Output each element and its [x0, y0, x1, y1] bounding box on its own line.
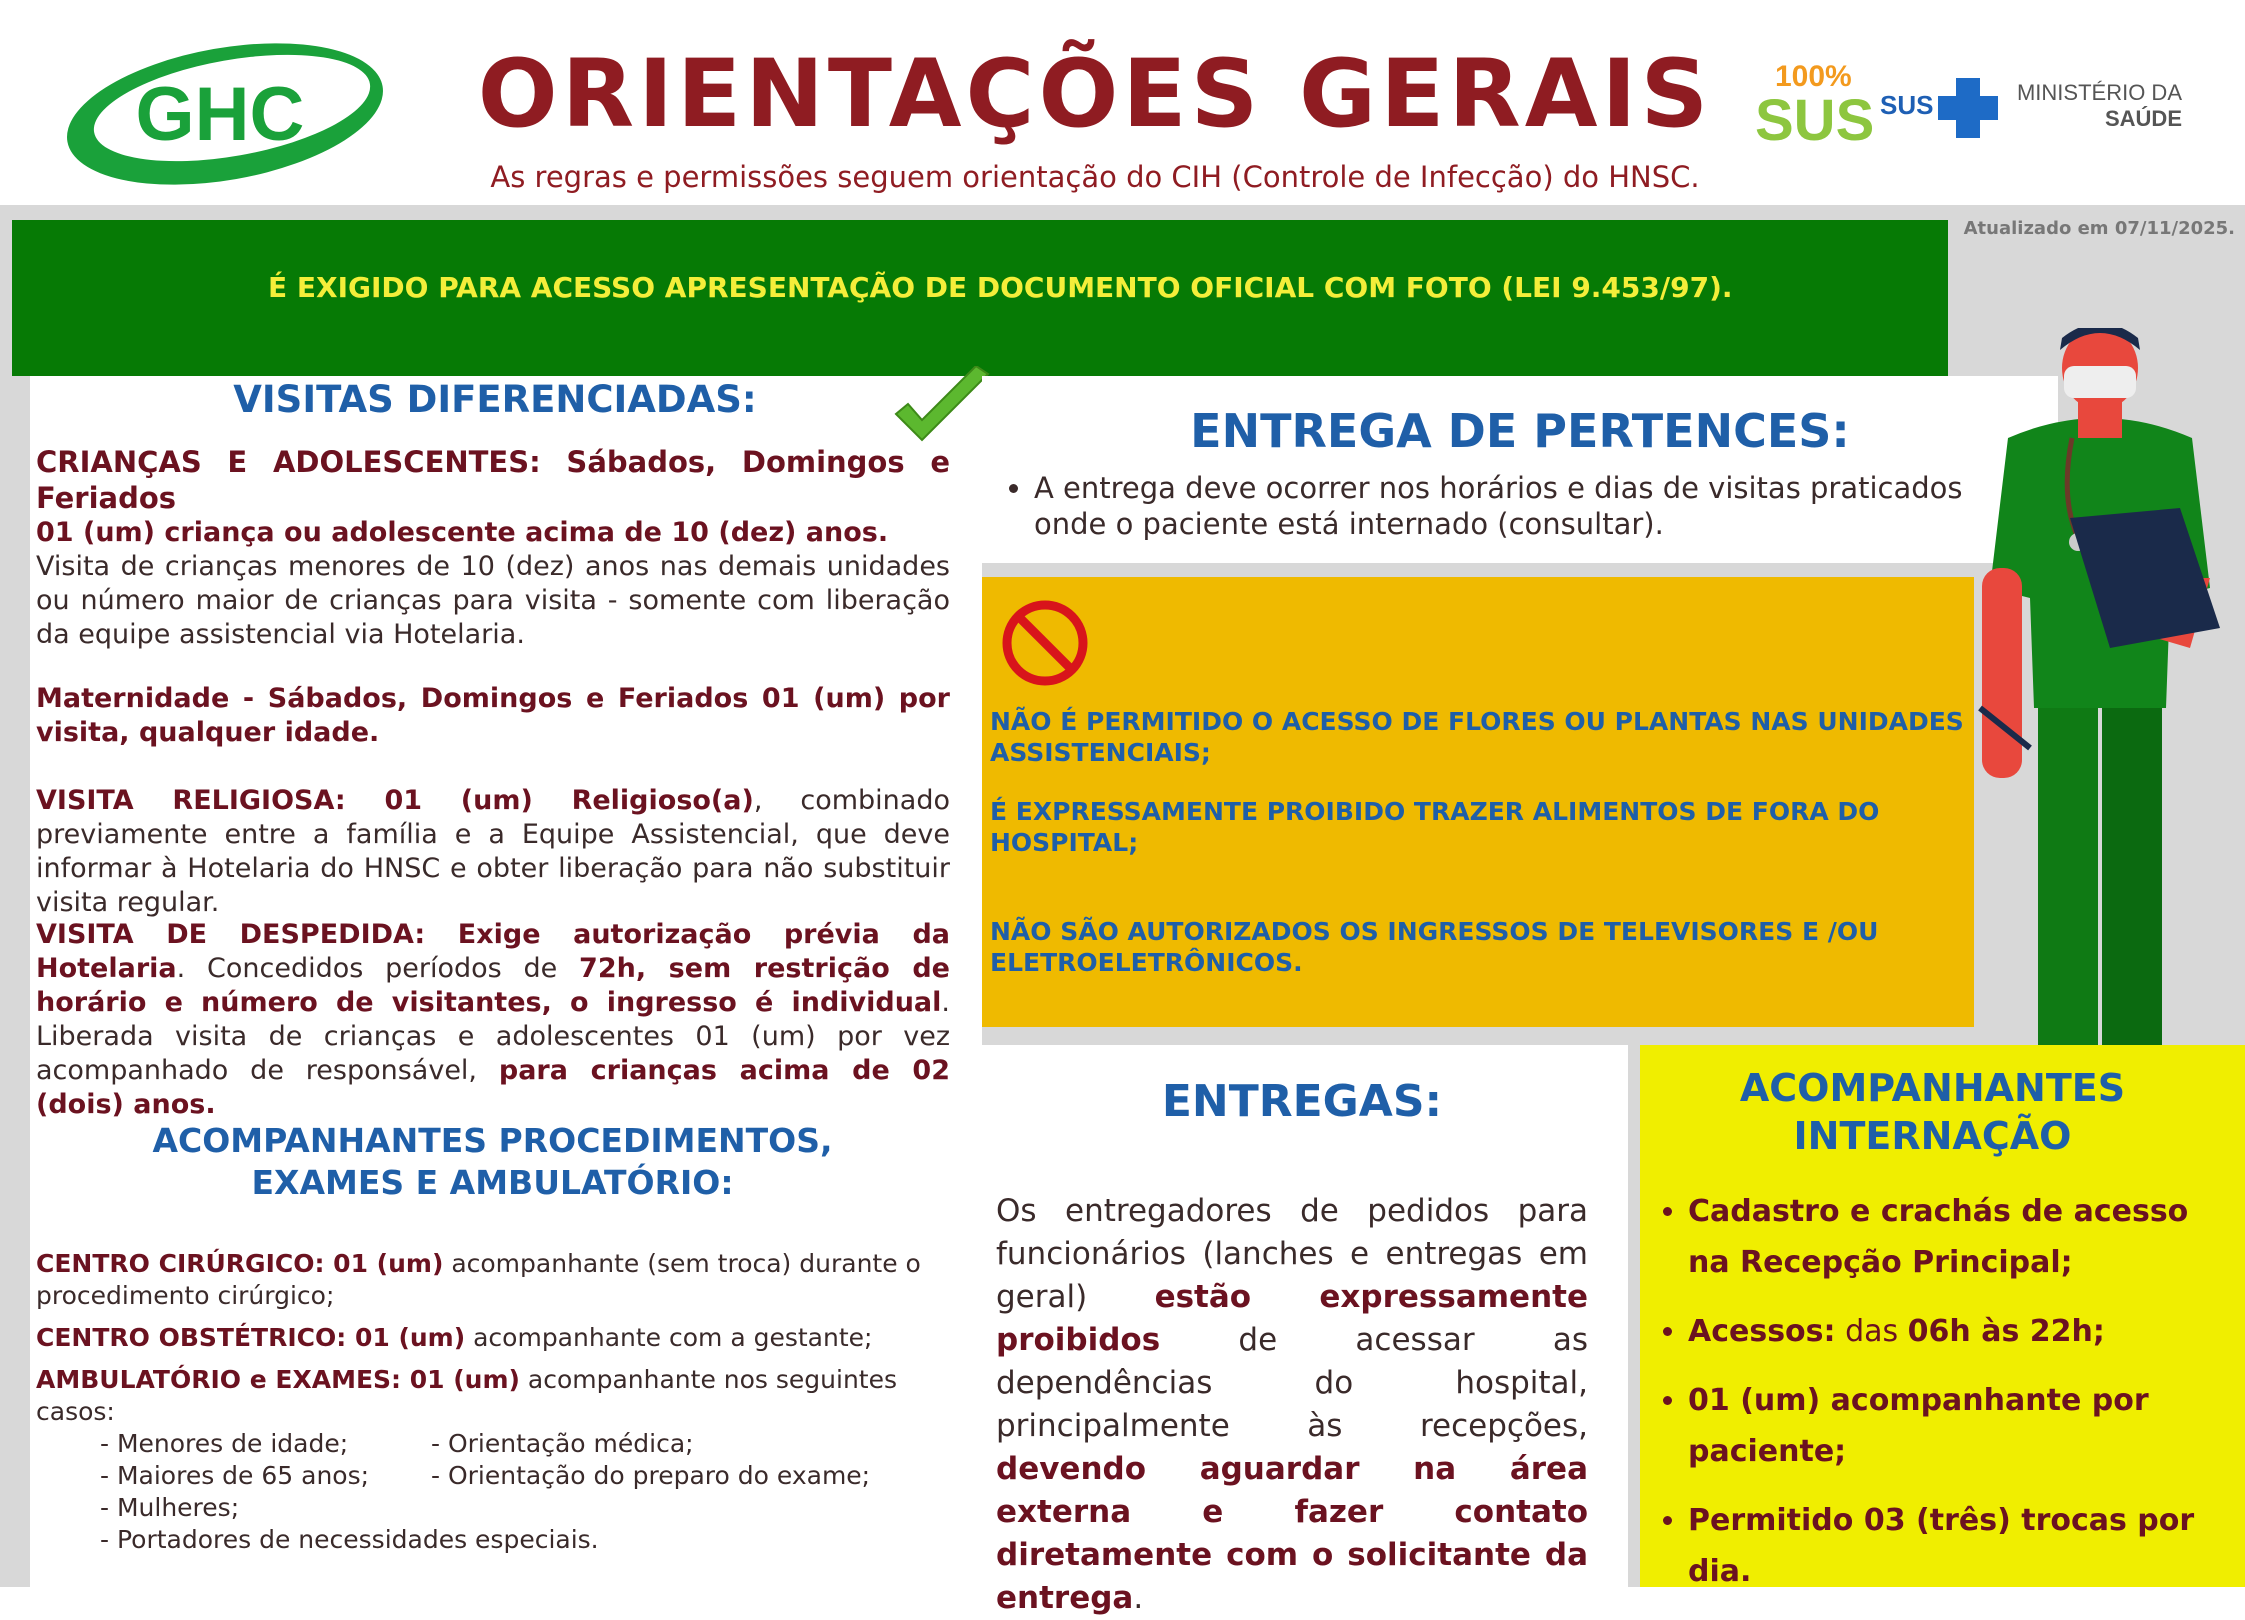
document-banner-text: É EXIGIDO PARA ACESSO APRESENTAÇÃO DE DOCUMENTO OFICIAL COM FOTO (LEI 9.453/97). [268, 271, 1733, 304]
page-title: ORIENTAÇÕES GERAIS [477, 40, 1713, 149]
centro-obstetrico [36, 1322, 946, 1354]
despedida-text-2: . Liberada visita de crianças e adolescentes 01 (um) por vez acompanhado de responsável, [36, 987, 950, 1086]
acompanhantes-item: • Permitido 03 (três) trocas por dia. [1688, 1495, 2234, 1597]
acompanhantes-item: • Cadastro e crachás de acesso na Recepção Principal; [1688, 1186, 2234, 1288]
proibicao-item: NÃO É PERMITIDO O ACESSO DE FLORES OU PLANTAS NAS UNIDADES ASSISTENCIAIS; [990, 707, 1964, 767]
centro-cirurgico [36, 1248, 946, 1312]
acessos-text: das [1835, 1314, 1908, 1349]
procedimentos-heading-line2: EXAMES E AMBULATÓRIO: [251, 1163, 734, 1202]
ministry-line1: MINISTÉRIO DA [2016, 80, 2182, 105]
criancas-title: CRIANÇAS E ADOLESCENTES: Sábados, Domingos e Feriados [36, 445, 950, 515]
sus-text: SUS [1755, 88, 1875, 153]
centro-cirurgico-text: acompanhante (sem troca) durante o procedimento cirúrgico; [36, 1249, 921, 1310]
pertences-list [1000, 470, 1990, 542]
despedida-bold-2: para crianças acima de 02 (dois) anos. [36, 1055, 950, 1120]
entregas-bold-2: devendo aguardar na área externa e fazer contato diretamente com o solicitante da entrega [996, 1451, 1588, 1616]
religiosa-title: VISITA RELIGIOSA: 01 (um) Religioso(a) [36, 785, 754, 816]
acessos-hours: 06h às 22h; [1907, 1314, 2105, 1349]
visitas-heading: VISITAS DIFERENCIADAS: [233, 378, 757, 421]
proibicao-item: NÃO SÃO AUTORIZADOS OS INGRESSOS DE TELEVISORES E /OU ELETROELETRÔNICOS. [990, 917, 1879, 977]
sus-logo [1755, 60, 1875, 162]
centro-obstetrico-title: CENTRO OBSTÉTRICO: 01 (um) [36, 1323, 466, 1352]
ghc-logo [60, 28, 400, 188]
entregas-heading: ENTREGAS: [1161, 1076, 1443, 1127]
entregas-text-3: . [1133, 1580, 1144, 1616]
proibicoes-list [990, 706, 1980, 978]
entregas-text-2: de acessar as dependências do hospital, principalmente às recepções, [996, 1322, 1588, 1444]
despedida-bold-1: 72h, sem restrição de horário e número de visitantes, o ingresso é individual [36, 953, 950, 1018]
sus-small-text: SUS [1880, 90, 1934, 120]
centro-cirurgico-title: CENTRO CIRÚRGICO: 01 (um) [36, 1249, 444, 1278]
acompanhantes-item [1688, 1306, 2234, 1357]
pertences-item: • A entrega deve ocorrer nos horários e dias de visitas praticados onde o paciente está internado (consultar). [1034, 470, 1990, 542]
ministry-logo [1880, 72, 2180, 142]
updated-date: Atualizado em 07/11/2025. [1963, 218, 2235, 239]
case-item: - Portadores de necessidades especiais. [100, 1525, 599, 1554]
case-item: - Orientação médica; [431, 1429, 694, 1458]
acompanhantes-heading-line1: ACOMPANHANTES [1739, 1066, 2126, 1110]
sus-percent: 100% [1775, 60, 1852, 93]
cases-column-2 [431, 1428, 870, 1492]
case-item: - Maiores de 65 anos; [100, 1461, 370, 1490]
religiosa-section [36, 784, 950, 920]
procedimentos-heading-line1: ACOMPANHANTES PROCEDIMENTOS, [152, 1121, 833, 1160]
proibicao-item: É EXPRESSAMENTE PROIBIDO TRAZER ALIMENTOS DE FORA DO HOSPITAL; [990, 797, 1880, 857]
criancas-text: Visita de crianças menores de 10 (dez) anos nas demais unidades ou número maior de crianças para visita - somente com liberação da equipe assistencial via Hotelaria. [36, 551, 950, 650]
procedimentos-list [36, 1248, 946, 1558]
despedida-title: VISITA DE DESPEDIDA: Exige autorização prévia da Hotelaria [36, 919, 950, 984]
ambulatorio [36, 1364, 946, 1428]
centro-obstetrico-text: acompanhante com a gestante; [465, 1323, 873, 1352]
acompanhantes-list [1654, 1186, 2234, 1597]
case-item: - Orientação do preparo do exame; [431, 1461, 871, 1490]
criancas-section [36, 444, 950, 652]
entregas-text-1: Os entregadores de pedidos para funcionários (lanches e entregas em geral) [996, 1193, 1588, 1315]
entregas-bold-1: estão expressamente proibidos [996, 1279, 1588, 1358]
case-item: - Mulheres; [100, 1493, 240, 1522]
health-cross-icon [1936, 76, 2000, 140]
acessos-label: Acessos: [1688, 1314, 1836, 1349]
acompanhantes-heading-line2: INTERNAÇÃO [1793, 1114, 2072, 1158]
procedimentos-heading [30, 1120, 955, 1204]
ambulatorio-text: acompanhante nos seguintes casos: [36, 1365, 898, 1426]
maternidade-text: Maternidade - Sábados, Domingos e Feriados 01 (um) por visita, qualquer idade. [36, 683, 950, 748]
page-subtitle: As regras e permissões seguem orientação do CIH (Controle de Infecção) do HNSC. [490, 160, 1700, 194]
pertences-heading: ENTREGA DE PERTENCES: [1190, 404, 1850, 458]
acompanhantes-heading [1640, 1064, 2225, 1160]
prohibited-icon [1000, 598, 1090, 688]
despedida-text-1: . Concedidos períodos de [176, 953, 580, 984]
ministry-line2: SAÚDE [2104, 106, 2182, 131]
ambulatorio-title: AMBULATÓRIO e EXAMES: 01 (um) [36, 1365, 520, 1394]
religiosa-text: , combinado previamente entre a família e a Equipe Assistencial, que deve informar à Hotelaria do HNSC e obter liberação para não substituir visita regular. [36, 785, 950, 918]
acompanhantes-item: • 01 (um) acompanhante por paciente; [1688, 1375, 2234, 1477]
case-item: - Menores de idade; [100, 1429, 349, 1458]
nurse-illustration [1960, 328, 2240, 1048]
despedida-section [36, 918, 950, 1122]
criancas-rule: 01 (um) criança ou adolescente acima de 10 (dez) anos. [36, 517, 889, 548]
entregas-text [996, 1190, 1588, 1620]
logo-text: GHC [135, 72, 305, 157]
